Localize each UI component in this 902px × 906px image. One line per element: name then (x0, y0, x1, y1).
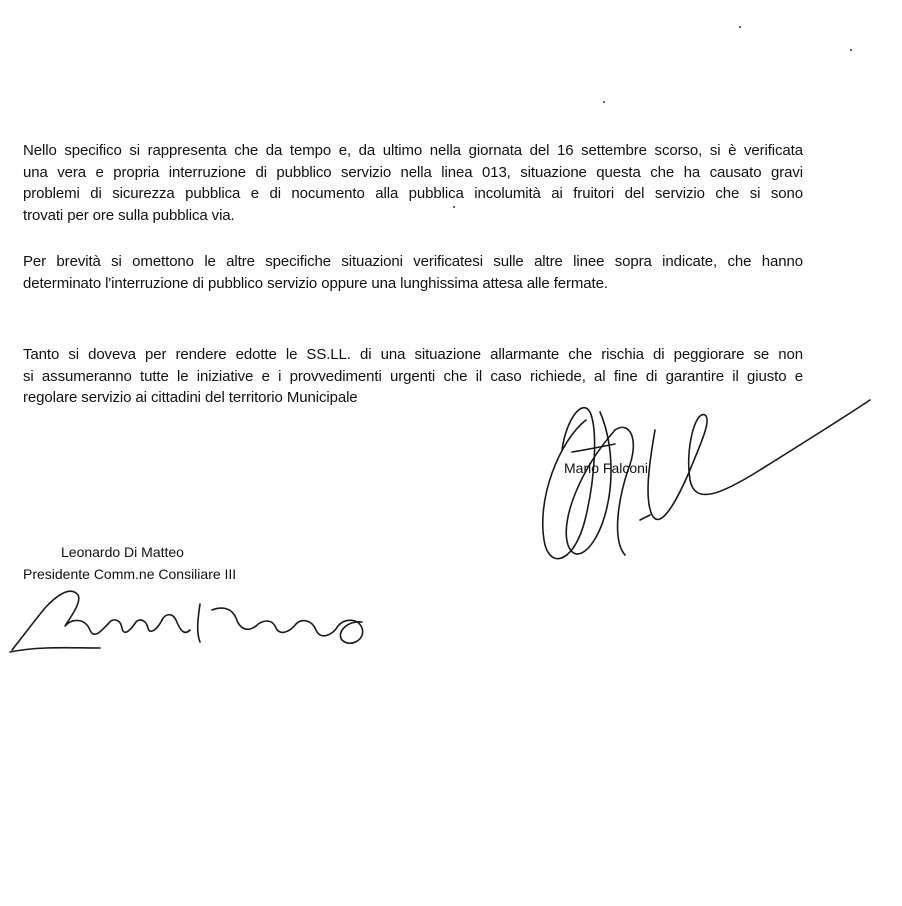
paragraph-line: si assumeranno tutte le iniziative e i provvedimenti urgenti che il caso richiede, al fine di garantire il giusto e (23, 367, 803, 385)
paragraph-line: regolare servizio ai cittadini del territorio Municipale (23, 389, 358, 406)
scan-speck (603, 101, 605, 103)
scan-speck (739, 26, 741, 28)
paragraph-other-lines (23, 251, 803, 294)
signature-dimatteo (10, 591, 363, 652)
paragraph-line: problemi di sicurezza pubblica e di nocumento alla pubblica incolumità ai fruitori del servizio che si sono (23, 185, 803, 202)
signatory-role-dimatteo: Presidente Comm.ne Consiliare III (23, 566, 237, 582)
signatory-name-dimatteo: Leonardo Di Matteo (61, 544, 184, 560)
paragraph-conclusion (23, 344, 803, 409)
scan-speck (850, 49, 852, 51)
paragraph-service-interruption (23, 140, 803, 226)
scan-speck (453, 206, 455, 208)
signatory-name-falconi: Mario Falconi (564, 460, 649, 476)
signature-falconi (543, 400, 870, 559)
paragraph-line: determinato l'interruzione di pubblico servizio oppure una lunghissima attesa alle fermate. (23, 274, 608, 292)
paragraph-line: Tanto si doveva per rendere edotte le SS.LL. di una situazione allarmante che rischia di peggiorare se non (23, 346, 803, 363)
paragraph-line: Nello specifico si rappresenta che da tempo e, da ultimo nella giornata del 16 settembre scorso, si è verificata (23, 142, 803, 159)
paragraph-line: trovati per ore sulla pubblica via. (23, 206, 235, 224)
paragraph-line: Per brevità si omettono le altre specifiche situazioni verificatesi sulle altre linee sopra indicate, che hanno (23, 253, 803, 270)
paragraph-line: una vera e propria interruzione di pubblico servizio nella linea 013, situazione questa che ha causato gravi (23, 163, 803, 181)
